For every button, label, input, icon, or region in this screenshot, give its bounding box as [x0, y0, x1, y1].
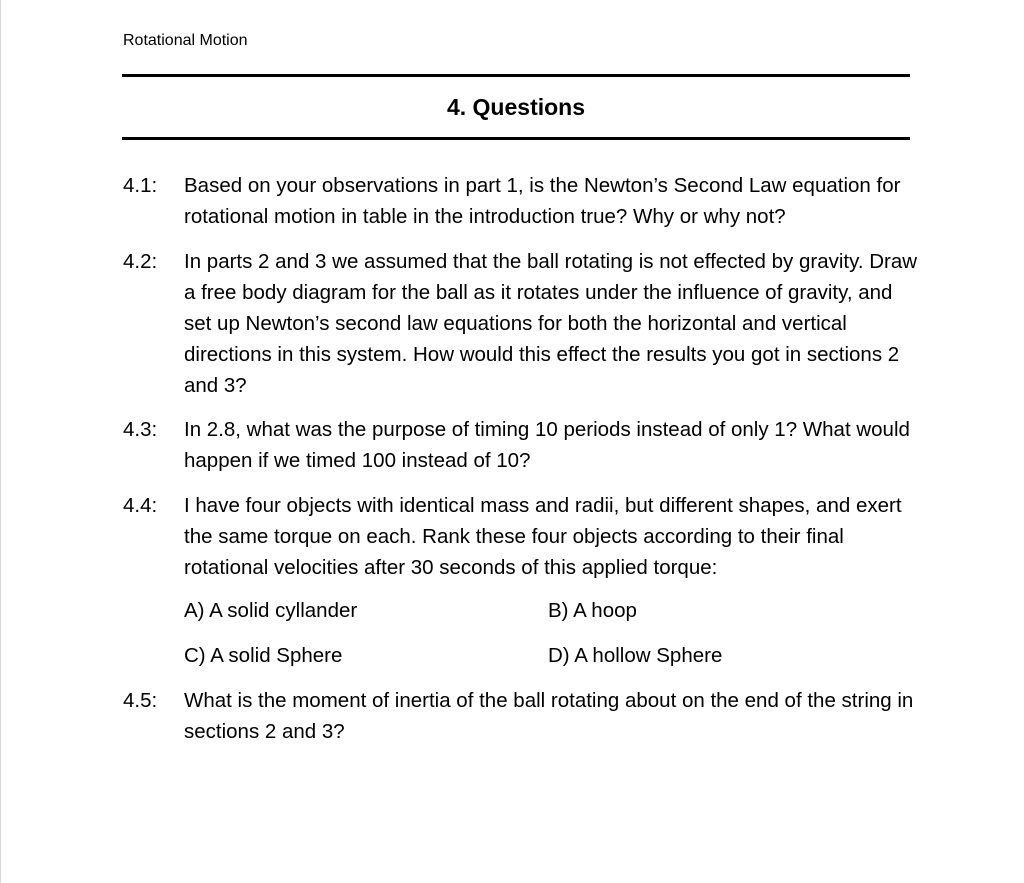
question-text: I have four objects with identical mass and radii, but different shapes, and exert the same torque on each. Rank these four objects according to their final rotational velocities after 30 seconds of this applied torque:: [184, 494, 902, 579]
option-b: B) A hoop: [548, 599, 637, 622]
question-text: In parts 2 and 3 we assumed that the ball rotating is not effected by gravity. Draw a free body diagram for the ball as it rotates under the influence of gravity, and set up Newton’s second law equations for both the horizontal and vertical directions in this system. How would this effect the results you got in sections 2 and 3?: [184, 250, 918, 397]
question-text: What is the moment of inertia of the ball rotating about on the end of the string in sections 2 and 3?: [184, 689, 914, 743]
title-rule-bottom: [122, 137, 910, 140]
option-a: A) A solid cyllander: [184, 599, 358, 622]
question-number: 4.5:: [123, 689, 158, 712]
question-number: 4.4:: [123, 494, 158, 517]
running-header: Rotational Motion: [123, 32, 248, 49]
option-d: D) A hollow Sphere: [548, 644, 723, 667]
question-number: 4.1:: [123, 174, 158, 197]
section-title: 4. Questions: [446, 94, 586, 120]
question-4-4: [123, 490, 923, 583]
question-4-5: [123, 685, 923, 747]
question-text: Based on your observations in part 1, is the Newton’s Second Law equation for rotational motion in table in the introduction true? Why or why not?: [184, 174, 901, 228]
question-number: 4.3:: [123, 418, 158, 441]
question-text: In 2.8, what was the purpose of timing 10 periods instead of only 1? What would happen if we timed 100 instead of 10?: [184, 418, 910, 472]
question-4-2: [123, 246, 923, 401]
option-c: C) A solid Sphere: [184, 644, 343, 667]
question-4-1: [123, 170, 923, 232]
page-edge: [0, 0, 1, 883]
question-4-3: [123, 414, 923, 476]
title-rule-top: [122, 74, 910, 77]
question-number: 4.2:: [123, 250, 158, 273]
